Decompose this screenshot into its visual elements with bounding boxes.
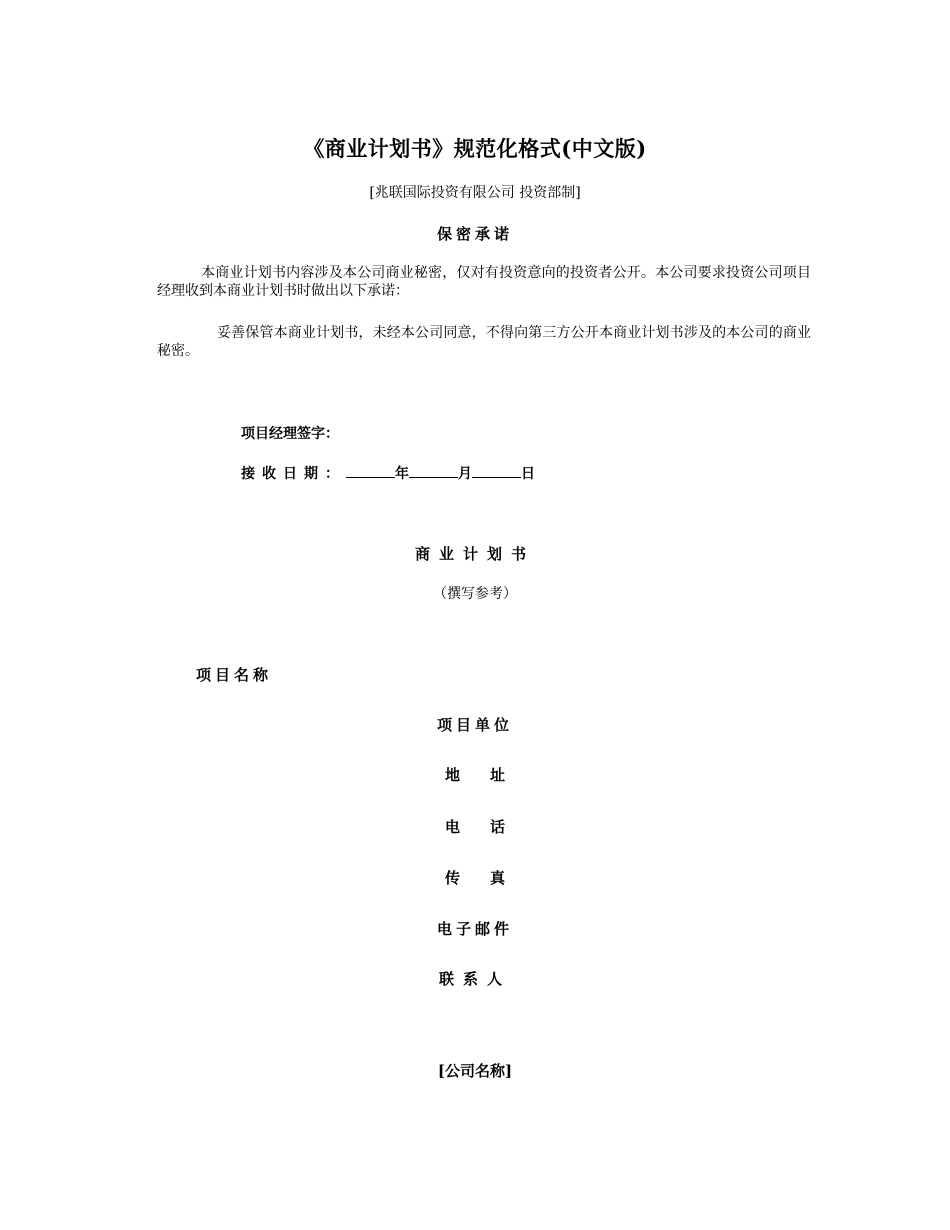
confidentiality-paragraph-2: 妥善保管本商业计划书，未经本公司同意，不得向第三方公开本商业计划书涉及的本公司的商业秘密。 xyxy=(157,325,811,359)
business-plan-title: 商业计划书 xyxy=(414,545,535,563)
manager-signature-label: 项目经理签字： xyxy=(241,426,339,442)
contact-field: 联系人 xyxy=(438,970,511,988)
day-label: 日 xyxy=(521,466,535,482)
phone-label: 电话 xyxy=(444,818,535,836)
company-name-placeholder: [公司名称] xyxy=(437,1062,513,1080)
month-label: 月 xyxy=(458,466,472,482)
day-blank xyxy=(472,463,521,478)
project-name-label: 项目名称 xyxy=(196,666,273,684)
fax-label: 传真 xyxy=(444,869,535,887)
address-field xyxy=(0,764,950,785)
business-plan-subtitle: （撰写参考） xyxy=(433,586,517,602)
fax-field xyxy=(0,867,950,888)
email-field: 电子邮件 xyxy=(436,920,513,938)
project-unit-field: 项目单位 xyxy=(436,716,513,734)
confidentiality-paragraph-1: 本商业计划书内容涉及本公司商业秘密，仅对有投资意向的投资者公开。本公司要求投资公司项目经理收到本商业计划书时做出以下承诺： xyxy=(157,265,811,299)
receipt-date-label: 接收日期： xyxy=(241,466,346,482)
document-title: 《商业计划书》规范化格式(中文版) xyxy=(303,136,647,161)
phone-field xyxy=(0,816,950,837)
document-subtitle: [兆联国际投资有限公司 投资部制] xyxy=(369,185,581,201)
confidentiality-heading: 保密承诺 xyxy=(436,225,513,243)
address-label: 地址 xyxy=(444,766,535,784)
manager-signature-line xyxy=(241,423,339,443)
month-blank xyxy=(409,463,458,478)
year-label: 年 xyxy=(395,466,409,482)
year-blank xyxy=(346,463,395,478)
receipt-date-line xyxy=(241,463,535,483)
